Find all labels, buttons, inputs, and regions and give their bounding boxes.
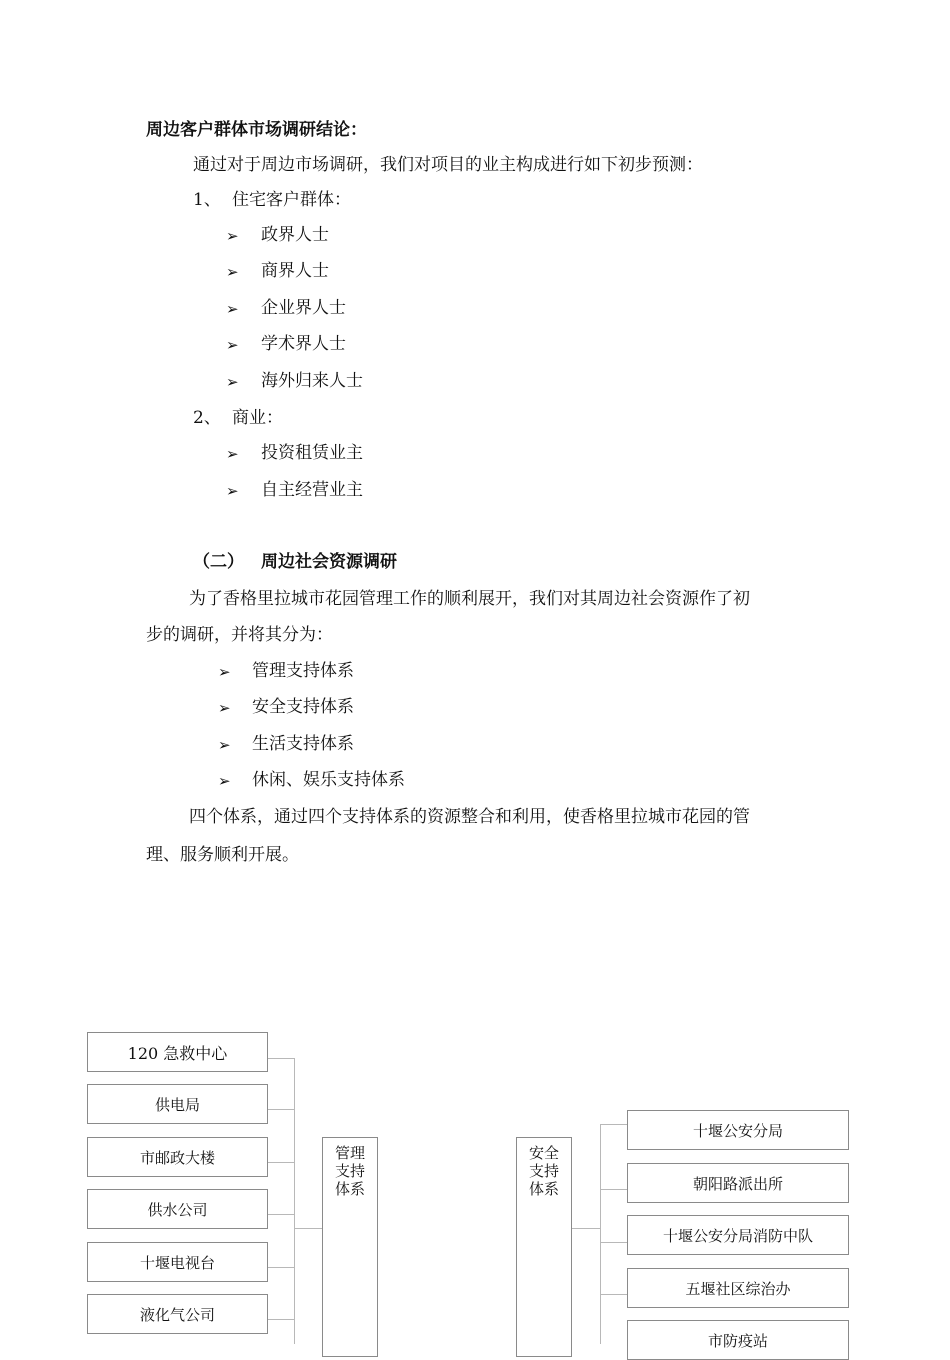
resource-box: 十堰电视台 bbox=[87, 1242, 268, 1282]
connector-line bbox=[268, 1109, 295, 1110]
resource-box: 120 急救中心 bbox=[87, 1032, 268, 1072]
connector-line bbox=[294, 1228, 323, 1229]
bullet-arrow-icon: ➢ bbox=[218, 772, 231, 790]
bullet-arrow-icon: ➢ bbox=[226, 227, 239, 245]
group-title: 商业： bbox=[232, 408, 283, 428]
paragraph-line: 步的调研，并将其分为： bbox=[146, 625, 333, 645]
section2-heading: 周边社会资源调研 bbox=[261, 552, 397, 572]
paragraph-line: 为了香格里拉城市花园管理工作的顺利展开，我们对其周边社会资源作了初 bbox=[189, 589, 750, 609]
connector-line bbox=[268, 1214, 295, 1215]
bullet-arrow-icon: ➢ bbox=[226, 300, 239, 318]
list-item: 休闲、娱乐支持体系 bbox=[252, 770, 405, 790]
resource-box: 市防疫站 bbox=[627, 1320, 849, 1360]
bullet-arrow-icon: ➢ bbox=[218, 736, 231, 754]
resource-box: 十堰公安分局消防中队 bbox=[627, 1215, 849, 1255]
connector-line bbox=[600, 1294, 628, 1295]
connector-line bbox=[268, 1267, 295, 1268]
connector-line bbox=[600, 1242, 628, 1243]
connector-line bbox=[600, 1189, 628, 1190]
management-support-system-box bbox=[322, 1137, 378, 1357]
resource-box: 供电局 bbox=[87, 1084, 268, 1124]
list-item: 安全支持体系 bbox=[252, 697, 354, 717]
system-label-line: 体系 bbox=[334, 1180, 365, 1198]
resource-box: 供水公司 bbox=[87, 1189, 268, 1229]
connector-line bbox=[600, 1124, 601, 1344]
group-title: 住宅客户群体： bbox=[232, 190, 351, 210]
list-item: 海外归来人士 bbox=[261, 371, 363, 391]
system-label-line: 支持 bbox=[528, 1162, 559, 1180]
connector-line bbox=[268, 1162, 295, 1163]
group-number: 2、 bbox=[193, 408, 221, 428]
connector-line bbox=[294, 1058, 295, 1344]
list-item: 政界人士 bbox=[261, 225, 329, 245]
connector-line bbox=[268, 1319, 295, 1320]
resource-box: 十堰公安分局 bbox=[627, 1110, 849, 1150]
bullet-arrow-icon: ➢ bbox=[226, 336, 239, 354]
safety-support-system-box bbox=[516, 1137, 572, 1357]
list-item: 商界人士 bbox=[261, 261, 329, 281]
resource-box: 五堰社区综治办 bbox=[627, 1268, 849, 1308]
connector-line bbox=[572, 1228, 601, 1229]
section2-heading-number: （二） bbox=[193, 552, 244, 572]
resource-box: 市邮政大楼 bbox=[87, 1137, 268, 1177]
resource-box: 液化气公司 bbox=[87, 1294, 268, 1334]
paragraph-line: 理、服务顺利开展。 bbox=[146, 845, 299, 865]
system-label-line: 管理 bbox=[334, 1144, 365, 1162]
bullet-arrow-icon: ➢ bbox=[226, 445, 239, 463]
list-item: 管理支持体系 bbox=[252, 661, 354, 681]
bullet-arrow-icon: ➢ bbox=[218, 699, 231, 717]
list-item: 生活支持体系 bbox=[252, 734, 354, 754]
system-label-line: 安全 bbox=[528, 1144, 559, 1162]
bullet-arrow-icon: ➢ bbox=[226, 373, 239, 391]
section1-intro: 通过对于周边市场调研，我们对项目的业主构成进行如下初步预测： bbox=[193, 155, 703, 175]
bullet-arrow-icon: ➢ bbox=[226, 263, 239, 281]
resource-box: 朝阳路派出所 bbox=[627, 1163, 849, 1203]
connector-line bbox=[268, 1058, 295, 1059]
group-number: 1、 bbox=[193, 190, 221, 210]
list-item: 学术界人士 bbox=[261, 334, 346, 354]
system-label-line: 支持 bbox=[334, 1162, 365, 1180]
list-item: 企业界人士 bbox=[261, 298, 346, 318]
bullet-arrow-icon: ➢ bbox=[226, 482, 239, 500]
list-item: 投资租赁业主 bbox=[261, 443, 363, 463]
paragraph-line: 四个体系，通过四个支持体系的资源整合和利用，使香格里拉城市花园的管 bbox=[189, 807, 750, 827]
connector-line bbox=[600, 1124, 628, 1125]
list-item: 自主经营业主 bbox=[261, 480, 363, 500]
section1-heading: 周边客户群体市场调研结论： bbox=[146, 120, 367, 140]
bullet-arrow-icon: ➢ bbox=[218, 663, 231, 681]
system-label-line: 体系 bbox=[528, 1180, 559, 1198]
